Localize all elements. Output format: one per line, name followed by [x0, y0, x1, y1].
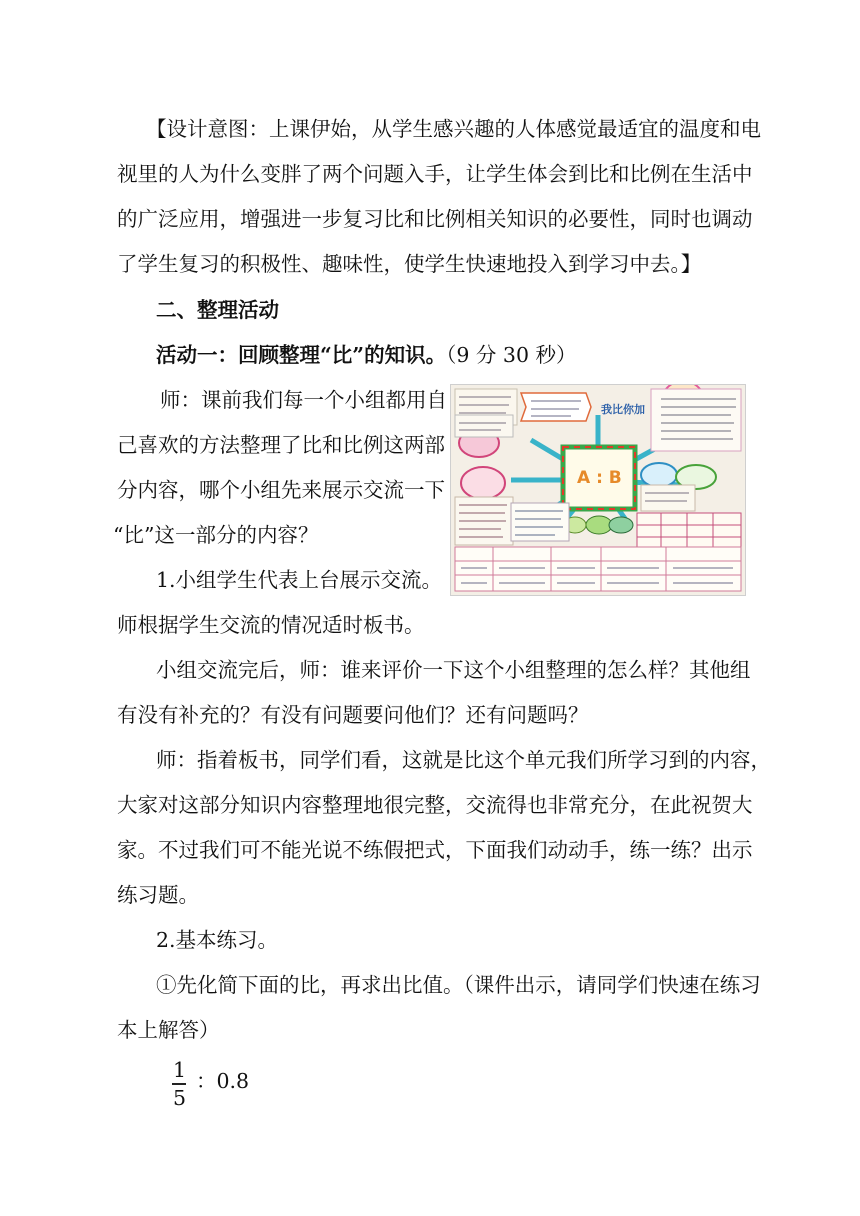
- activity-title: 活动一：回顾整理“比”的知识。: [156, 343, 447, 367]
- design-intent-line-1: 【设计意图：上课伊始，从学生感兴趣的人体感觉最适宜的温度和电: [146, 117, 761, 141]
- ratio-remainder: ：0.8: [196, 1069, 250, 1093]
- fraction-numerator: 1: [173, 1058, 187, 1082]
- teacher-summary-line-3: 家。不过我们可不能光说不练假把式，下面我们动动手，练一练？出示: [117, 838, 753, 862]
- teacher-summary-line-4: 练习题。: [117, 883, 199, 907]
- mind-map-poster-image: [450, 384, 746, 596]
- exercise1-line-2: 本上解答）: [117, 1018, 220, 1042]
- step1-line-1: 1.小组学生代表上台展示交流。: [156, 568, 443, 592]
- poster-title: 我比你加: [601, 403, 645, 416]
- exercise1-line-1: ①先化简下面的比，再求出比值。（课件出示，请同学们快速在练习: [156, 973, 761, 997]
- after-exchange-line-1: 小组交流完后，师：谁来评价一下这个小组整理的怎么样？其他组: [156, 658, 751, 682]
- teacher-summary-line-2: 大家对这部分知识内容整理地很完整，交流得也非常充分，在此祝贺大: [117, 793, 753, 817]
- step1-line-2: 师根据学生交流的情况适时板书。: [117, 613, 425, 637]
- step2-heading: 2.基本练习。: [156, 928, 279, 952]
- teacher-intro-line-1: 师：课前我们每一个小组都用自: [160, 388, 447, 412]
- fraction-bar: [172, 1083, 186, 1085]
- teacher-intro-line-4: “比”这一部分的内容？: [113, 523, 319, 547]
- poster-drawing: [451, 385, 745, 595]
- section-heading: 二、整理活动: [156, 298, 279, 322]
- design-intent-line-2: 视里的人为什么变胖了两个问题入手，让学生体会到比和比例在生活中: [117, 162, 753, 186]
- teacher-intro-line-2: 己喜欢的方法整理了比和比例这两部: [117, 433, 445, 457]
- teacher-intro-line-3: 分内容，哪个小组先来展示交流一下: [117, 478, 445, 502]
- activity-title-row: [156, 341, 577, 369]
- design-intent-line-3: 的广泛应用，增强进一步复习比和比例相关知识的必要性，同时也调动: [117, 207, 753, 231]
- after-exchange-line-2: 有没有补充的？有没有问题要问他们？还有问题吗？: [117, 703, 589, 727]
- fraction-denominator: 5: [173, 1086, 187, 1110]
- teacher-summary-line-1: 师：指着板书，同学们看，这就是比这个单元我们所学习到的内容，: [156, 748, 771, 772]
- activity-time: （9 分 30 秒）: [446, 343, 577, 367]
- design-intent-line-4: 了学生复习的积极性、趣味性，使学生快速地投入到学习中去。】: [117, 252, 702, 276]
- poster-center-label: A : B: [577, 468, 622, 488]
